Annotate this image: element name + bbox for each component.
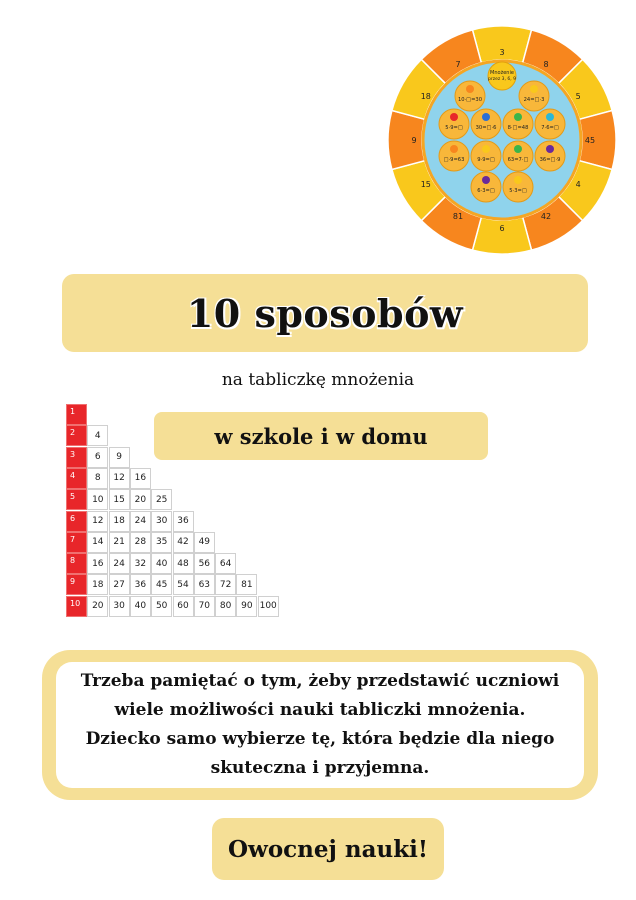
table-cell: 40 (151, 553, 172, 574)
table-cell: 36 (130, 574, 151, 595)
table-cell: 8 (87, 468, 108, 489)
table-cell: 12 (109, 468, 130, 489)
note-line-2: wiele możliwości nauki tabliczki mnożenia. (114, 700, 526, 720)
table-cell: 24 (109, 553, 130, 574)
table-cell: 100 (258, 596, 279, 617)
wheel-ring-number: 3 (499, 48, 505, 57)
wheel-task-text: 24=□·3 (523, 97, 545, 103)
table-cell: 18 (109, 511, 130, 532)
table-cell: 20 (87, 596, 108, 617)
table-row-header: 8 (66, 553, 87, 574)
wheel-task-text: □·9=63 (443, 157, 465, 163)
wheel-ring-number: 15 (420, 180, 431, 189)
table-cell: 36 (173, 511, 194, 532)
wheel-task-text: 30=□·6 (475, 125, 497, 131)
table-cell: 40 (130, 596, 151, 617)
wheel-task-text: 7·6=□ (541, 125, 559, 131)
wheel-segment (472, 217, 531, 254)
table-row-header: 1 (66, 404, 87, 425)
wheel-segment (472, 26, 531, 63)
wheel-task-text: 5·9=□ (445, 125, 463, 131)
wheel-ring-number: 7 (455, 59, 461, 69)
wheel-ring-number: 4 (575, 180, 581, 189)
wheel-ring-number: 6 (499, 224, 505, 233)
wheel-task-text: 10·□=30 (457, 97, 483, 103)
table-row-header: 5 (66, 489, 87, 510)
table-cell: 16 (87, 553, 108, 574)
table-cell: 12 (87, 511, 108, 532)
table-cell: 4 (87, 425, 108, 446)
wheel-ring-number: 5 (575, 92, 581, 101)
wheel-task-dot (514, 145, 522, 153)
wheel-center-label-1: Mnożenie (490, 70, 514, 76)
wheel-segment (388, 110, 425, 169)
note-frame (42, 650, 598, 800)
wheel-task-dot (530, 85, 538, 93)
wheel-task-dot (466, 85, 474, 93)
wheel-task-dot (482, 113, 490, 121)
table-cell: 81 (236, 574, 257, 595)
table-cell: 80 (215, 596, 236, 617)
table-row-header: 7 (66, 532, 87, 553)
wheel-task-dot (482, 145, 490, 153)
where-banner: w szkole i w domu (154, 412, 488, 460)
wheel-task-dot (450, 145, 458, 153)
table-cell: 27 (109, 574, 130, 595)
table-cell: 54 (173, 574, 194, 595)
table-cell: 14 (87, 532, 108, 553)
table-cell: 56 (194, 553, 215, 574)
table-cell: 49 (194, 532, 215, 553)
wheel-task-dot (514, 176, 522, 184)
table-row-header: 9 (66, 574, 87, 595)
multiplication-wheel-illustration (386, 24, 618, 256)
table-cell: 90 (236, 596, 257, 617)
table-cell: 70 (194, 596, 215, 617)
table-cell: 24 (130, 511, 151, 532)
table-cell: 25 (151, 489, 172, 510)
wheel-ring-number: 81 (452, 212, 464, 222)
table-cell: 42 (173, 532, 194, 553)
title-banner (62, 274, 588, 352)
table-row-header: 3 (66, 447, 87, 468)
table-cell: 48 (173, 553, 194, 574)
wheel-task-text: 5·3=□ (509, 188, 527, 194)
note-line-3: Dziecko samo wybierze tę, która będzie dla niego (85, 729, 555, 749)
table-cell: 30 (109, 596, 130, 617)
table-row-header: 6 (66, 511, 87, 532)
wheel-ring-number: 18 (420, 92, 431, 101)
table-cell: 9 (109, 447, 130, 468)
table-cell: 18 (87, 574, 108, 595)
table-row-header: 4 (66, 468, 87, 489)
table-cell: 21 (109, 532, 130, 553)
wheel-task-text: 63=7·□ (507, 157, 529, 163)
wheel-task-text: 36=□·9 (539, 157, 561, 163)
wheel-task-text: 8·□=48 (507, 125, 529, 131)
wheel-task-dot (482, 176, 490, 184)
wheel-task-text: 6·3=□ (477, 188, 495, 194)
table-cell: 15 (109, 489, 130, 510)
page-title: 10 sposobów (186, 290, 464, 336)
wheel-task-dot (546, 145, 554, 153)
note-line-1: Trzeba pamiętać o tym, żeby przedstawić uczniowi (80, 671, 560, 691)
wheel-ring-number: 42 (540, 212, 552, 222)
table-cell: 64 (215, 553, 236, 574)
table-cell: 35 (151, 532, 172, 553)
subtitle: na tabliczkę mnożenia (221, 370, 415, 390)
table-cell: 6 (87, 447, 108, 468)
wheel-ring-number: 9 (411, 136, 417, 145)
table-cell: 10 (87, 489, 108, 510)
note-line-4: skuteczna i przyjemna. (210, 758, 430, 778)
table-cell: 32 (130, 553, 151, 574)
wheel-task-dot (514, 113, 522, 121)
table-cell: 28 (130, 532, 151, 553)
wheel-ring-number: 8 (543, 59, 549, 69)
wheel-task-dot (546, 113, 554, 121)
table-cell: 16 (130, 468, 151, 489)
table-cell: 50 (151, 596, 172, 617)
table-cell: 45 (151, 574, 172, 595)
table-cell: 60 (173, 596, 194, 617)
wheel-task-dot (450, 113, 458, 121)
table-cell: 30 (151, 511, 172, 532)
table-row-header: 10 (66, 596, 87, 617)
table-row-header: 2 (66, 425, 87, 446)
closing-banner: Owocnej nauki! (212, 818, 444, 880)
note-box (56, 662, 584, 788)
wheel-task-text: 9·9=□ (477, 157, 495, 163)
wheel-center-label-2: przez 3, 6, 9 (488, 77, 516, 82)
table-cell: 20 (130, 489, 151, 510)
wheel-ring-number: 45 (584, 136, 596, 145)
table-cell: 63 (194, 574, 215, 595)
table-cell: 72 (215, 574, 236, 595)
